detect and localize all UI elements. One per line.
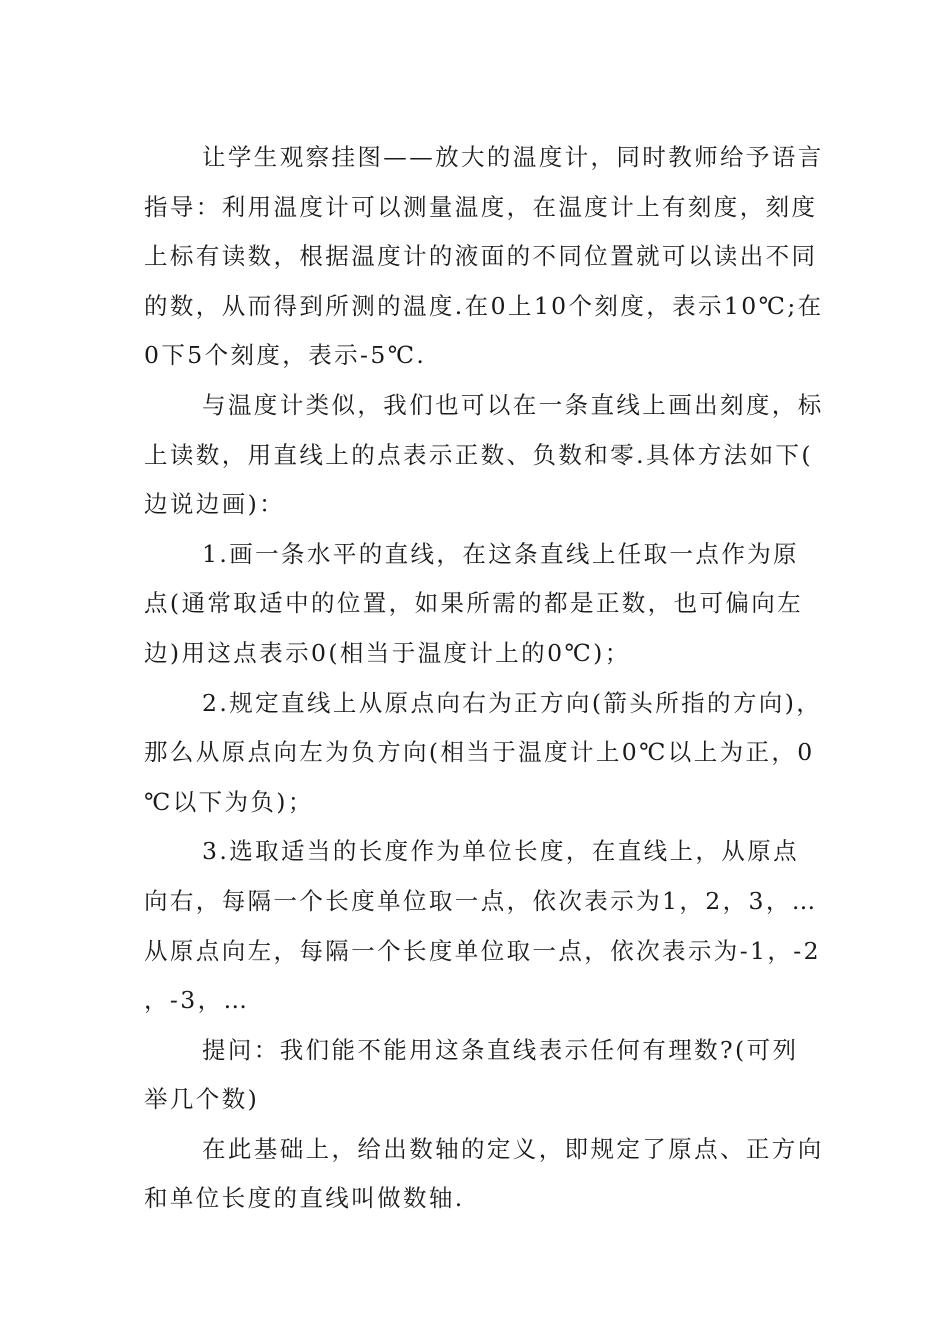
paragraph-step-3-unit-length: 3.选取适当的长度作为单位长度，在直线上，从原点向右，每隔一个长度单位取一点，依次表示为1，2，3，…从原点向左，每隔一个长度单位取一点，依次表示为-1，-2，-3，… — [144, 837, 821, 1015]
paragraph-step-1-origin: 1.画一条水平的直线，在这条直线上任取一点作为原点(通常取适中的位置，如果所需的都是正数，也可偏向左边)用这点表示0(相当于温度计上的0℃)； — [144, 539, 804, 667]
paragraph-thermometer-observation: 让学生观察挂图——放大的温度计，同时教师给予语言指导：利用温度计可以测量温度，在温度计上有刻度，刻度上标有读数，根据温度计的液面的不同位置就可以读出不同的数，从而得到所测的温度.在0上10个刻度，表示10℃;在0下5个刻度，表示-5℃. — [144, 143, 824, 370]
paragraph-definition: 在此基础上，给出数轴的定义，即规定了原点、正方向和单位长度的直线叫做数轴. — [144, 1134, 824, 1213]
paragraph-question: 提问：我们能不能用这条直线表示任何有理数?(可列举几个数) — [144, 1035, 799, 1114]
document-body — [144, 133, 824, 1224]
paragraph-step-2-direction: 2.规定直线上从原点向右为正方向(箭头所指的方向)，那么从原点向左为负方向(相当于温度计上0℃以上为正，0℃以下为负)； — [144, 688, 823, 816]
paragraph-number-line-intro: 与温度计类似，我们也可以在一条直线上画出刻度，标上读数，用直线上的点表示正数、负数和零.具体方法如下(边说边画)： — [144, 390, 824, 519]
